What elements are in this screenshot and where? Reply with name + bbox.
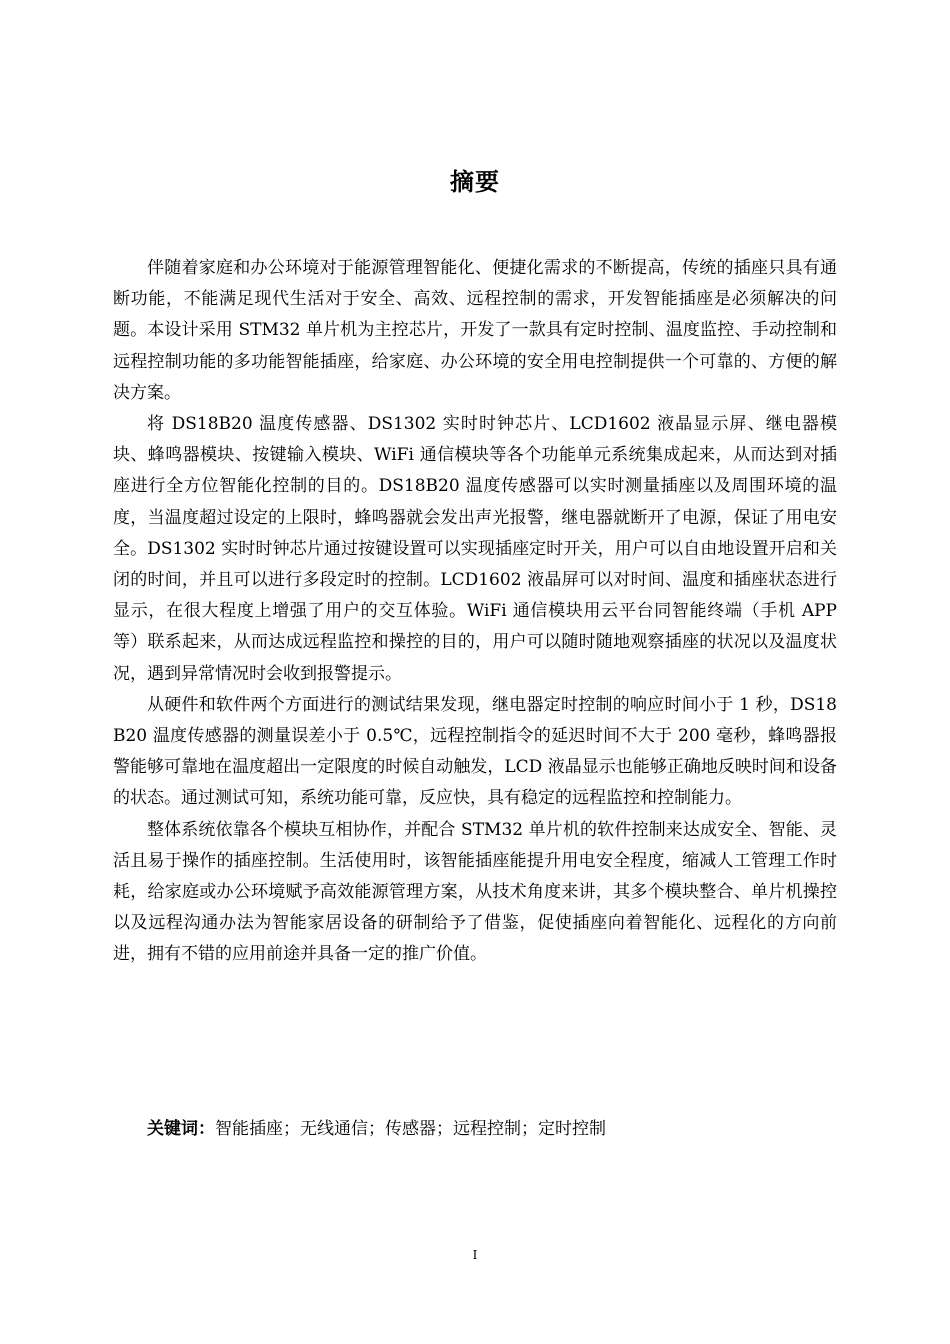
abstract-paragraph-1: 伴随着家庭和办公环境对于能源管理智能化、便捷化需求的不断提高，传统的插座只具有通断功能，不能满足现代生活对于安全、高效、远程控制的需求，开发智能插座是必须解决的问题。本设计采用 STM32 单片机为主控芯片，开发了一款具有定时控制、温度监控、手动控制和远程控制功能的多功能智能插座，给家庭、办公环境的安全用电控制提供一个可靠的、方便的解决方案。 <box>113 258 837 403</box>
abstract-paragraph-2: 将 DS18B20 温度传感器、DS1302 实时时钟芯片、LCD1602 液晶显示屏、继电器模块、蜂鸣器模块、按键输入模块、WiFi 通信模块等各个功能单元系统集成起来，从而达到对插座进行全方位智能化控制的目的。DS18B20 温度传感器可以实时测量插座以及周围环境的温度，当温度超过设定的上限时，蜂鸣器就会发出声光报警，继电器就断开了电源，保证了用电安全。DS1302 实时时钟芯片通过按键设置可以实现插座定时开关，用户可以自由地设置开启和关闭的时间，并且可以进行多段定时的控制。LCD1602 液晶屏可以对时间、温度和插座状态进行显示，在很大程度上增强了用户的交互体验。WiFi 通信模块用云平台同智能终端（手机 APP 等）联系起来，从而达成远程监控和操控的目的，用户可以随时随地观察插座的状况以及温度状况，遇到异常情况时会收到报警提示。 <box>113 414 837 684</box>
abstract-body <box>113 253 837 971</box>
page-number: I <box>472 1248 478 1262</box>
abstract-paragraph-4: 整体系统依靠各个模块互相协作，并配合 STM32 单片机的软件控制来达成安全、智能、灵活且易于操作的插座控制。生活使用时，该智能插座能提升用电安全程度，缩减人工管理工作时耗，给家庭或办公环境赋予高效能源管理方案，从技术角度来讲，其多个模块整合、单片机操控以及远程沟通办法为智能家居设备的研制给予了借鉴，促使插座向着智能化、远程化的方向前进，拥有不错的应用前途并具备一定的推广价值。 <box>113 819 837 965</box>
keywords-text: 智能插座；无线通信；传感器；远程控制；定时控制 <box>215 1119 606 1139</box>
abstract-paragraph-3: 从硬件和软件两个方面进行的测试结果发现，继电器定时控制的响应时间小于 1 秒，DS18B20 温度传感器的测量误差小于 0.5℃，远程控制指令的延迟时间不大于 200 毫秒，蜂鸣器报警能够可靠地在温度超出一定限度的时候自动触发，LCD 液晶显示也能够正确地反映时间和设备的状态。通过测试可知，系统功能可靠，反应快，具有稳定的远程监控和控制能力。 <box>113 694 837 809</box>
keywords-label: 关键词： <box>147 1119 215 1139</box>
keywords-line <box>147 1115 837 1143</box>
page-title: 摘要 <box>450 168 500 196</box>
